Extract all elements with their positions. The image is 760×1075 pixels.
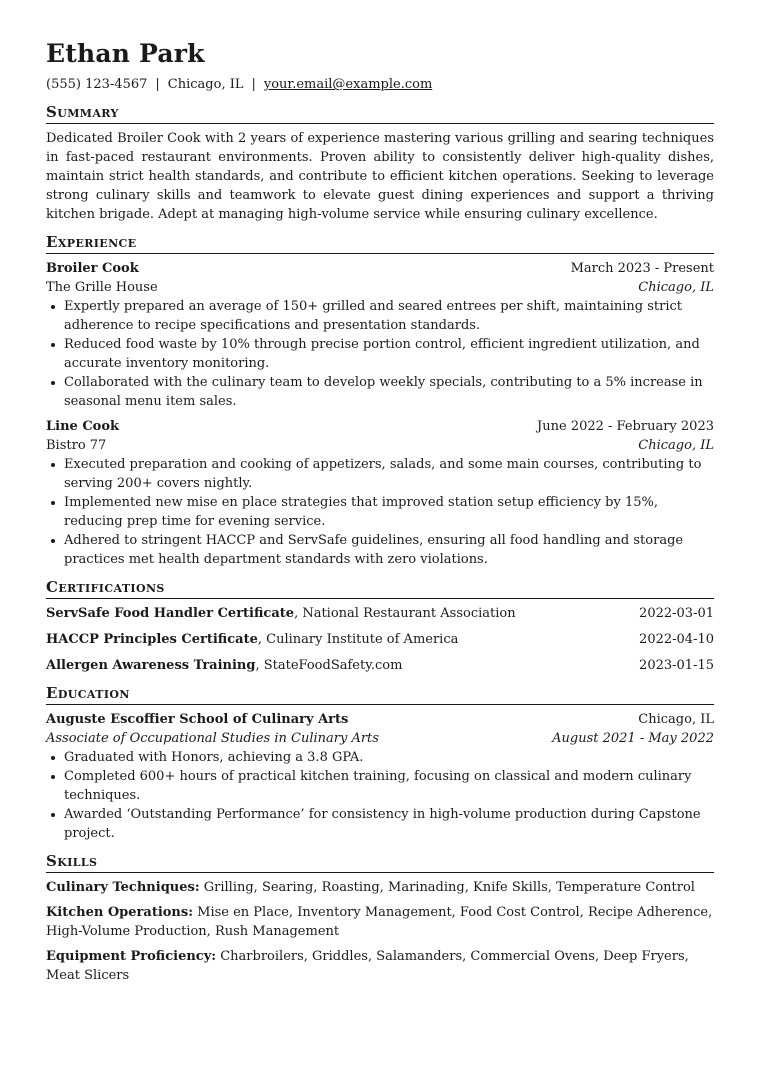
candidate-name: Ethan Park: [46, 39, 205, 68]
skill-entry: [46, 903, 714, 941]
contact-line: [46, 75, 714, 94]
summary-text: Dedicated Broiler Cook with 2 years of experience mastering various grilling and searing techniques in fast-paced restaurant environments. Proven ability to consistently deliver high-quality dishes, maintain strict health standards, and contribute to efficient kitchen operations. Seeking to leverage strong culinary skills and teamwork to elevate guest dining experiences and support a thriving kitchen brigade. Adept at managing high-volume service while ensuring culinary excellence.: [46, 131, 714, 222]
certification-date: 2022-04-10: [639, 632, 714, 647]
education-bullets: [46, 748, 714, 843]
education-subheader: [46, 729, 714, 748]
certification-date: 2023-01-15: [639, 658, 714, 673]
job-dates: June 2022 - February 2023: [537, 419, 714, 434]
bullet-item: Executed preparation and cooking of appetizers, salads, and some main courses, contributing to serving 200+ covers nightly.: [64, 455, 714, 493]
section-title-education: Education: [46, 683, 714, 705]
location: Chicago, IL: [167, 77, 244, 92]
certification-date: 2022-03-01: [639, 606, 714, 621]
skill-label: Kitchen Operations:: [46, 905, 193, 920]
job-header: [46, 259, 714, 278]
job-title: Line Cook: [46, 419, 120, 434]
skill-label: Equipment Proficiency:: [46, 949, 217, 964]
education-dates: August 2021 - May 2022: [552, 731, 714, 746]
job-header: [46, 417, 714, 436]
section-title-experience: Experience: [46, 232, 714, 254]
skill-value: Charbroilers, Griddles, Salamanders, Commercial Ovens, Deep Fryers, Meat Slicers: [46, 949, 689, 983]
job-subheader: [46, 278, 714, 297]
contact-separator: |: [251, 77, 256, 92]
job-location: Chicago, IL: [638, 438, 714, 453]
certification-name: ServSafe Food Handler Certificate: [46, 606, 295, 621]
job-bullets: [46, 455, 714, 569]
certification-entry: [46, 656, 714, 675]
certification-issuer: , National Restaurant Association: [294, 606, 516, 621]
job-location: Chicago, IL: [638, 280, 714, 295]
phone: (555) 123-4567: [46, 77, 148, 92]
job-title: Broiler Cook: [46, 261, 139, 276]
job-subheader: [46, 436, 714, 455]
experience-entry: [46, 417, 714, 569]
skill-entry: [46, 878, 714, 897]
bullet-item: Expertly prepared an average of 150+ grilled and seared entrees per shift, maintaining strict adherence to recipe specifications and presentation standards.: [64, 297, 714, 335]
education-header: [46, 710, 714, 729]
skill-value: Mise en Place, Inventory Management, Food Cost Control, Recipe Adherence, High-Volume Production, Rush Management: [46, 905, 713, 939]
bullet-item: Graduated with Honors, achieving a 3.8 GPA.: [64, 748, 714, 767]
skill-entry: [46, 947, 714, 985]
bullet-item: Adhered to stringent HACCP and ServSafe guidelines, ensuring all food handling and storage practices met health department standards with zero violations.: [64, 531, 714, 569]
certification-entry: [46, 630, 714, 649]
company-name: Bistro 77: [46, 438, 107, 453]
section-title-summary: Summary: [46, 102, 714, 124]
certification-issuer: , Culinary Institute of America: [257, 632, 459, 647]
certification-name: Allergen Awareness Training: [46, 658, 256, 673]
bullet-item: Implemented new mise en place strategies that improved station setup efficiency by 15%, reducing prep time for evening service.: [64, 493, 714, 531]
email-link[interactable]: your.email@example.com: [263, 77, 433, 92]
school-location: Chicago, IL: [638, 712, 714, 727]
company-name: The Grille House: [46, 280, 158, 295]
education-entry: [46, 710, 714, 843]
bullet-item: Collaborated with the culinary team to develop weekly specials, contributing to a 5% increase in seasonal menu item sales.: [64, 373, 714, 411]
school-name: Auguste Escoffier School of Culinary Arts: [46, 712, 349, 727]
skill-label: Culinary Techniques:: [46, 880, 200, 895]
job-dates: March 2023 - Present: [570, 261, 714, 276]
bullet-item: Completed 600+ hours of practical kitchen training, focusing on classical and modern culinary techniques.: [64, 767, 714, 805]
bullet-item: Reduced food waste by 10% through precise portion control, efficient ingredient utilization, and accurate inventory monitoring.: [64, 335, 714, 373]
certification-entry: [46, 604, 714, 623]
degree: Associate of Occupational Studies in Culinary Arts: [46, 731, 379, 746]
certification-issuer: , StateFoodSafety.com: [255, 658, 403, 673]
certification-name: HACCP Principles Certificate: [46, 632, 258, 647]
skill-value: Grilling, Searing, Roasting, Marinading, Knife Skills, Temperature Control: [199, 880, 695, 895]
bullet-item: Awarded ‘Outstanding Performance’ for consistency in high-volume production during Capstone project.: [64, 805, 714, 843]
job-bullets: [46, 297, 714, 411]
section-title-skills: Skills: [46, 851, 714, 873]
experience-entry: [46, 259, 714, 411]
contact-separator: |: [155, 77, 160, 92]
section-title-certifications: Certifications: [46, 577, 714, 599]
